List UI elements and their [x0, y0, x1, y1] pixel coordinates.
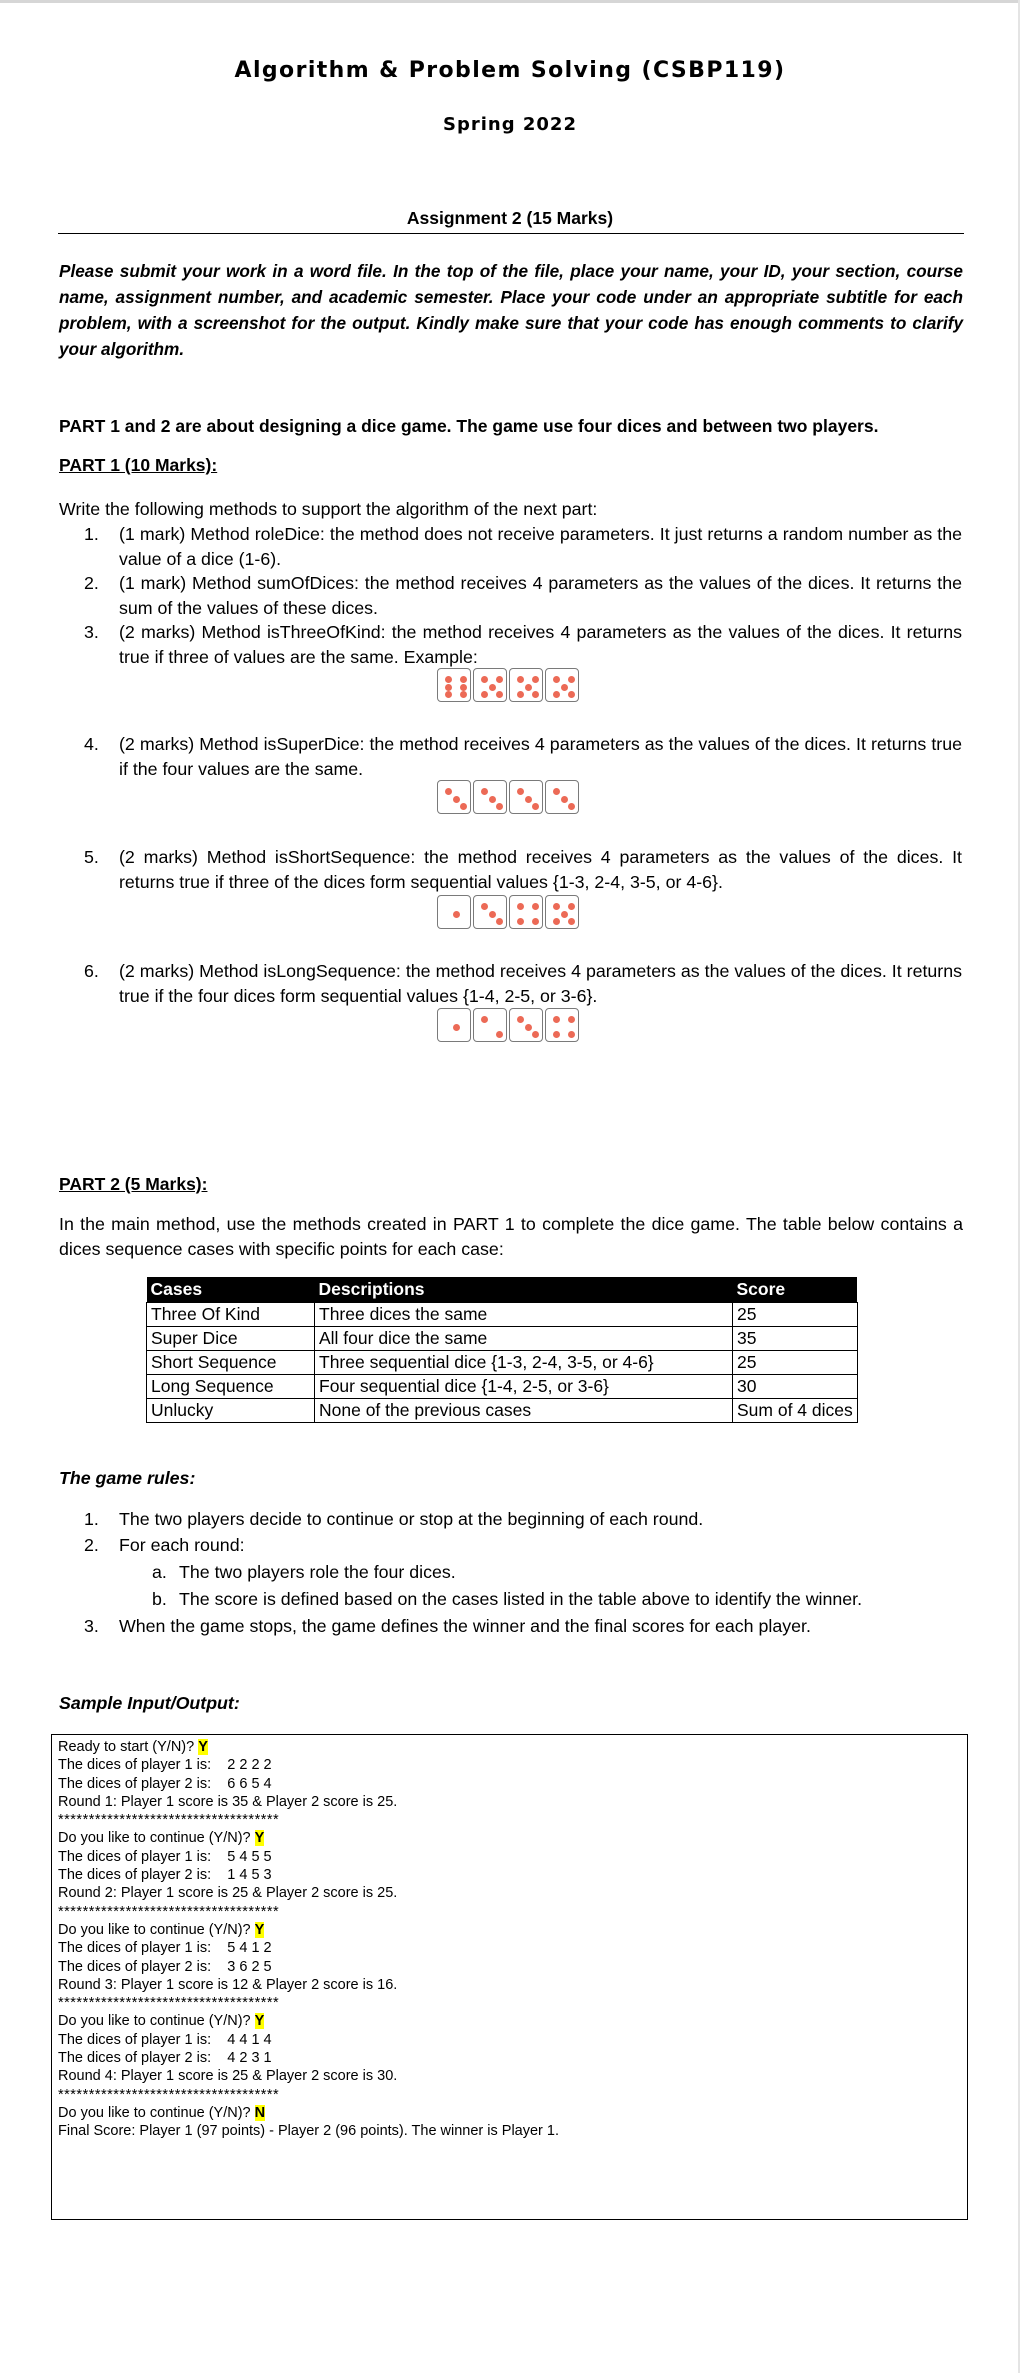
die-pip — [568, 1031, 575, 1038]
course-title: Algorithm & Problem Solving (CSBP119) — [234, 58, 786, 83]
rule-num: a. — [152, 1562, 167, 1582]
console-prompt: Do you like to continue (Y/N)? — [58, 1921, 255, 1938]
console-label: The dices of player 1 is: — [58, 2031, 212, 2048]
semester: Spring 2022 — [443, 114, 577, 135]
die-pip — [517, 691, 524, 698]
die-pip — [517, 676, 524, 683]
die-pip — [496, 691, 503, 698]
console-line — [58, 2104, 961, 2122]
die-face-3 — [509, 780, 543, 814]
die-pip — [561, 796, 568, 803]
table-header-cases: Cases — [147, 1277, 315, 1303]
table-cell: 35 — [733, 1327, 858, 1351]
die-face-3 — [509, 1008, 543, 1042]
die-pip — [489, 684, 496, 691]
console-answer: Y — [254, 1830, 265, 1847]
console-prompt: Do you like to continue (Y/N)? — [58, 2104, 255, 2121]
rule-text: The two players role the four dices. — [179, 1562, 456, 1582]
die-face-6 — [437, 668, 471, 702]
table-cell: Super Dice — [147, 1327, 315, 1351]
die-pip — [460, 684, 467, 691]
die-pip — [445, 676, 452, 683]
dice-example-short-sequence — [437, 895, 579, 929]
table-cell: 25 — [733, 1351, 858, 1375]
table-cell: Three dices the same — [315, 1303, 733, 1327]
die-pip — [481, 1016, 488, 1023]
die-pip — [517, 918, 524, 925]
console-answer: Y — [254, 2013, 265, 2030]
console-line — [58, 2012, 961, 2030]
die-face-3 — [473, 780, 507, 814]
console-dice: 6 6 5 4 — [227, 1775, 272, 1792]
part1-item-text: (2 marks) Method isThreeOfKind: the method receives 4 parameters as the values of the dices. It returns true if three of values are the same. Example: — [119, 622, 962, 667]
die-pip — [481, 691, 488, 698]
console-line — [58, 1738, 961, 1756]
die-pip — [460, 691, 467, 698]
console-prompt: Do you like to continue (Y/N)? — [58, 1830, 255, 1847]
die-pip — [568, 803, 575, 810]
top-border — [0, 0, 1020, 3]
console-final-score: Final Score: Player 1 (97 points) - Player 2 (96 points). The winner is Player 1. — [58, 2123, 560, 2140]
table-cell: 30 — [733, 1375, 858, 1399]
die-face-4 — [545, 1008, 579, 1042]
die-pip — [568, 1016, 575, 1023]
die-face-5 — [545, 668, 579, 702]
die-pip — [481, 788, 488, 795]
part1-item-num: 6. — [84, 961, 99, 981]
die-pip — [460, 803, 467, 810]
part1-item-text: (2 marks) Method isLongSequence: the method receives 4 parameters as the values of the dices. It returns true if the four dices form sequential values {1-4, 2-5, or 3-6}. — [119, 961, 962, 1006]
die-pip — [532, 803, 539, 810]
die-pip — [553, 918, 560, 925]
part1-item-text: (1 mark) Method sumOfDices: the method receives 4 parameters as the values of the dices. It returns the sum of the values of these dices. — [119, 573, 962, 618]
rule-text: For each round: — [119, 1535, 245, 1555]
die-pip — [525, 684, 532, 691]
table-header-score: Score — [733, 1277, 858, 1303]
die-face-5 — [509, 668, 543, 702]
rule-text: When the game stops, the game defines the winner and the final scores for each player. — [119, 1616, 811, 1636]
die-pip — [496, 676, 503, 683]
part1-item-num: 2. — [84, 573, 99, 593]
die-pip — [453, 1024, 460, 1031]
console-line — [58, 1756, 961, 1774]
console-line — [58, 1829, 961, 1847]
part1-item-num: 1. — [84, 524, 99, 544]
die-pip — [481, 676, 488, 683]
console-line — [58, 2031, 961, 2049]
table-header-row — [147, 1277, 858, 1303]
die-pip — [460, 676, 467, 683]
console-answer: Y — [198, 1739, 208, 1755]
console-prompt: Ready to start (Y/N)? — [58, 1739, 199, 1755]
assignment-title: Assignment 2 (15 Marks) — [406, 208, 614, 228]
rules-heading: The game rules: — [59, 1468, 196, 1488]
console-answer: Y — [254, 1921, 265, 1938]
rule-text: The two players decide to continue or stop at the beginning of each round. — [119, 1509, 704, 1529]
die-pip — [561, 911, 568, 918]
die-pip — [517, 788, 524, 795]
table-row — [147, 1327, 858, 1351]
table-cell: 25 — [733, 1303, 858, 1327]
die-pip — [445, 684, 452, 691]
console-dice: 1 4 5 3 — [227, 1867, 272, 1884]
die-pip — [568, 691, 575, 698]
die-pip — [453, 911, 460, 918]
die-face-1 — [437, 895, 471, 929]
console-label: The dices of player 2 is: — [58, 1775, 212, 1792]
dice-example-long-sequence — [437, 1008, 579, 1042]
table-row — [147, 1375, 858, 1399]
die-face-4 — [509, 895, 543, 929]
part1-item-text: (2 marks) Method isShortSequence: the method receives 4 parameters as the values of the dices. It returns true if three of the dices form sequential values {1-3, 2-4, 3-5, or 4-6}. — [119, 847, 962, 892]
die-face-3 — [473, 895, 507, 929]
dice-example-super-dice — [437, 780, 579, 814]
console-line — [58, 1958, 961, 1976]
die-pip — [489, 796, 496, 803]
console-prompt: Do you like to continue (Y/N)? — [58, 2013, 255, 2030]
console-answer: N — [254, 2104, 266, 2121]
console-round-result: Round 4: Player 1 score is 25 & Player 2 score is 30. — [58, 2068, 398, 2085]
console-dice: 3 6 2 5 — [227, 1958, 272, 1975]
rule-num: b. — [152, 1589, 167, 1609]
table-row — [147, 1399, 858, 1423]
console-line — [58, 1939, 961, 1957]
table-cell: Short Sequence — [147, 1351, 315, 1375]
die-face-2 — [473, 1008, 507, 1042]
die-pip — [496, 918, 503, 925]
die-face-1 — [437, 1008, 471, 1042]
console-dice: 5 4 5 5 — [227, 1848, 272, 1865]
part1-item-num: 3. — [84, 622, 99, 642]
part1-item-text: (2 marks) Method isSuperDice: the method receives 4 parameters as the values of the dices. It returns true if the four values are the same. — [119, 734, 962, 779]
rule-num: 3. — [84, 1616, 99, 1636]
console-line — [58, 1921, 961, 1939]
die-pip — [489, 911, 496, 918]
die-pip — [561, 684, 568, 691]
part1-item-num: 5. — [84, 847, 99, 867]
die-face-3 — [437, 780, 471, 814]
part1-heading: PART 1 (10 Marks): — [59, 455, 218, 475]
table-cell: Long Sequence — [147, 1375, 315, 1399]
console-label: The dices of player 1 is: — [58, 1940, 212, 1957]
part2-heading: PART 2 (5 Marks): — [59, 1174, 208, 1194]
die-pip — [553, 1016, 560, 1023]
die-pip — [525, 1024, 532, 1031]
part1-lead: Write the following methods to support the algorithm of the next part: — [59, 499, 598, 519]
table-cell: Three Of Kind — [147, 1303, 315, 1327]
die-face-5 — [473, 668, 507, 702]
rule-num: 2. — [84, 1535, 99, 1555]
console-line — [58, 1848, 961, 1866]
console-separator: ************************************ — [58, 2086, 280, 2103]
table-header-descriptions: Descriptions — [315, 1277, 733, 1303]
die-pip — [453, 796, 460, 803]
part1-item-num: 4. — [84, 734, 99, 754]
console-label: The dices of player 2 is: — [58, 1867, 212, 1884]
cases-table — [146, 1277, 858, 1423]
die-pip — [553, 903, 560, 910]
die-pip — [553, 1031, 560, 1038]
dice-example-three-of-kind — [437, 668, 579, 702]
die-pip — [568, 676, 575, 683]
die-pip — [496, 803, 503, 810]
rule-text: The score is defined based on the cases listed in the table above to identify the winner. — [179, 1589, 863, 1609]
die-pip — [553, 788, 560, 795]
die-pip — [517, 903, 524, 910]
console-round-result: Round 2: Player 1 score is 25 & Player 2 score is 25. — [58, 1885, 398, 1902]
console-dice: 2 2 2 2 — [227, 1757, 272, 1774]
console-round-result: Round 3: Player 1 score is 12 & Player 2 score is 16. — [58, 1976, 398, 1993]
submission-instructions: Please submit your work in a word file. In the top of the file, place your name, your ID, your section, course name, assignment number, and academic semester. Place your code under an appropriate subtitle for each problem, with a screenshot for the output. Kindly make sure that your code has enough comments to clarify your algorithm. — [59, 261, 963, 359]
die-pip — [496, 1031, 503, 1038]
part2-lead: In the main method, use the methods created in PART 1 to complete the dice game. The table below contains a dices sequence cases with specific points for each case: — [59, 1214, 963, 1259]
rule-num: 1. — [84, 1509, 99, 1529]
console-separator: ************************************ — [58, 1903, 280, 1920]
die-pip — [532, 903, 539, 910]
table-cell: All four dice the same — [315, 1327, 733, 1351]
console-separator: ************************************ — [58, 1995, 280, 2012]
console-line — [58, 2049, 961, 2067]
die-pip — [445, 788, 452, 795]
die-pip — [553, 691, 560, 698]
console-label: The dices of player 2 is: — [58, 2050, 212, 2067]
console-dice: 5 4 1 2 — [227, 1940, 272, 1957]
die-pip — [481, 903, 488, 910]
table-row — [147, 1303, 858, 1327]
table-cell: None of the previous cases — [315, 1399, 733, 1423]
console-dice: 4 2 3 1 — [227, 2050, 272, 2067]
console-separator: ************************************ — [58, 1812, 280, 1829]
console-line — [58, 1866, 961, 1884]
die-pip — [532, 918, 539, 925]
console-label: The dices of player 1 is: — [58, 1848, 212, 1865]
console-round-result: Round 1: Player 1 score is 35 & Player 2 score is 25. — [58, 1793, 398, 1810]
console-line — [58, 1775, 961, 1793]
die-pip — [532, 1031, 539, 1038]
die-pip — [568, 903, 575, 910]
part1-item-text: (1 mark) Method roleDice: the method does not receive parameters. It just returns a random number as the value of a dice (1-6). — [119, 524, 962, 569]
die-pip — [517, 1016, 524, 1023]
table-cell: Three sequential dice {1-3, 2-4, 3-5, or 4-6} — [315, 1351, 733, 1375]
title-divider — [58, 233, 964, 234]
console-label: The dices of player 1 is: — [58, 1757, 212, 1774]
table-row — [147, 1351, 858, 1375]
table-cell: Four sequential dice {1-4, 2-5, or 3-6} — [315, 1375, 733, 1399]
die-pip — [525, 796, 532, 803]
table-cell: Unlucky — [147, 1399, 315, 1423]
intro-text: PART 1 and 2 are about designing a dice game. The game use four dices and between two players. — [59, 416, 879, 436]
console-label: The dices of player 2 is: — [58, 1958, 212, 1975]
die-pip — [553, 676, 560, 683]
table-cell: Sum of 4 dices — [733, 1399, 858, 1423]
die-face-3 — [545, 780, 579, 814]
die-pip — [568, 918, 575, 925]
die-face-5 — [545, 895, 579, 929]
sample-heading: Sample Input/Output: — [59, 1693, 240, 1713]
sample-console — [51, 1734, 968, 2220]
console-dice: 4 4 1 4 — [227, 2031, 272, 2048]
die-pip — [532, 676, 539, 683]
die-pip — [532, 691, 539, 698]
die-pip — [445, 691, 452, 698]
